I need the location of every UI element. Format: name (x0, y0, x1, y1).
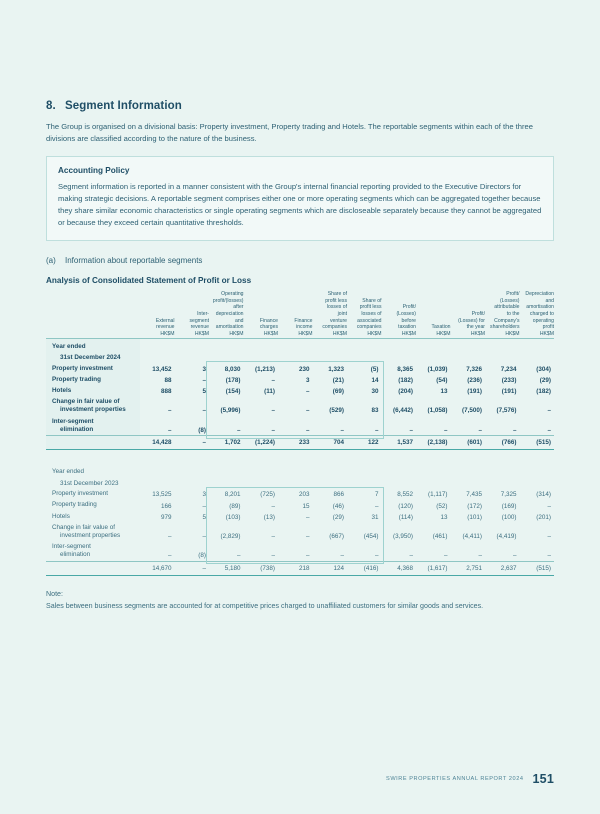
table-cell: 7 (374, 491, 379, 499)
accounting-policy-box (46, 156, 554, 241)
table-cell: (515) (520, 561, 555, 575)
table-cell: 5 (202, 388, 206, 396)
table-cell: 3 (305, 376, 310, 384)
row-label: Year ended (52, 468, 84, 476)
table-cell (278, 464, 313, 478)
table-cell (175, 464, 210, 478)
table-cell: 4,368 (382, 561, 417, 575)
table-cell: – (305, 407, 310, 415)
table-cell (209, 338, 244, 352)
table-cell: 166 (160, 502, 172, 510)
table-cell: – (409, 552, 413, 560)
table-cell: (2,138) (416, 436, 451, 450)
table-cell: (8) (198, 426, 206, 434)
row-label: Property trading (52, 501, 97, 509)
table-cell: 3 (202, 365, 206, 373)
column-header: Finance charges HK$M (259, 317, 278, 338)
footer-page-number: 151 (532, 772, 554, 786)
table-cell (416, 338, 451, 352)
table-cell (416, 464, 451, 478)
table-cell (140, 464, 175, 478)
table-cell: 2,637 (485, 561, 520, 575)
table-cell: (1,058) (427, 407, 448, 415)
table-cell: – (271, 376, 275, 384)
table-cell (347, 464, 382, 478)
table-cell: – (271, 533, 275, 541)
table-cell: (233) (501, 376, 517, 384)
table-cell: – (236, 552, 241, 560)
row-label: Change in fair value of investment properties (46, 397, 140, 416)
table-cell: 8,201 (224, 491, 241, 499)
row-label: Hotels (52, 512, 70, 520)
table-cell: (2,829) (220, 533, 241, 541)
table-cell: – (271, 502, 275, 510)
table-cell (485, 478, 520, 489)
table-cell: (7,500) (462, 407, 482, 415)
table-cell: (6,442) (393, 407, 413, 415)
column-header: Finance income HK$M (294, 317, 313, 338)
table-cell: – (443, 552, 448, 560)
table-cell: – (374, 502, 379, 510)
column-header: Profit/ (Losses) before taxation HK$M (396, 304, 416, 338)
table-cell: (7,576) (496, 407, 517, 415)
table-cell: (21) (332, 376, 344, 384)
table-cell: (454) (363, 533, 379, 541)
row-label: Property investment (52, 490, 108, 498)
footnote-text: Sales between business segments are accounted for at competitive prices charged to unaffiliated customers for similar goods and services. (46, 602, 484, 611)
table-cell: (29) (539, 376, 551, 384)
section-heading-row (46, 338, 554, 352)
table-cell: (601) (451, 436, 486, 450)
table-cell: 8,365 (397, 365, 413, 373)
table-cell (382, 338, 417, 352)
table-cell (451, 352, 486, 363)
table-cell: (1,039) (427, 365, 448, 373)
table-cell: – (409, 426, 413, 434)
table-cell: – (202, 407, 206, 415)
table-cell (382, 464, 417, 478)
table-cell: – (202, 502, 206, 510)
table-cell: – (512, 552, 517, 560)
column-header: Profit/ (Losses) for the year HK$M (458, 310, 485, 338)
table-cell: 13,525 (152, 491, 172, 499)
table-cell: 7,325 (500, 491, 517, 499)
table-cell: – (305, 552, 310, 560)
table-cell (451, 338, 486, 352)
column-header: Inter- segment revenue HK$M (189, 310, 209, 338)
table-cell (485, 352, 520, 363)
table-cell: – (547, 552, 551, 560)
table-cell: (100) (501, 513, 517, 521)
table-cell (140, 352, 175, 363)
table-cell: 31 (371, 513, 379, 521)
table-cell: (13) (263, 513, 275, 521)
row-label: Inter-segment elimination (52, 543, 91, 559)
segment-table-wrapper (46, 291, 554, 576)
table-cell (520, 478, 555, 489)
table-cell: – (478, 552, 482, 560)
table-cell: – (236, 426, 241, 434)
table-cell: 13 (440, 388, 448, 396)
table-cell (347, 338, 382, 352)
table-cell: – (305, 426, 310, 434)
table-cell: (29) (332, 513, 344, 521)
table-cell: (1,117) (428, 491, 448, 499)
table-cell (416, 352, 451, 363)
table-cell: (169) (501, 502, 517, 510)
table-cell: 218 (278, 561, 313, 575)
table-cell: 7,435 (466, 491, 482, 499)
table-cell: 1,702 (209, 436, 244, 450)
table-cell: (738) (244, 561, 279, 575)
row-label: 31st December 2024 (46, 352, 140, 363)
table-cell: (8) (198, 552, 206, 560)
table-cell: (172) (467, 502, 482, 510)
table-cell: (667) (329, 533, 344, 541)
table-row (46, 386, 554, 397)
accounting-policy-title: Accounting Policy (58, 165, 130, 175)
table-cell (175, 352, 210, 363)
table-cell: (69) (332, 388, 344, 396)
table-cell (209, 352, 244, 363)
table-total-row (46, 561, 554, 575)
table-cell: – (340, 552, 344, 560)
table-cell: 124 (313, 561, 348, 575)
table-cell: (101) (467, 513, 482, 521)
table-cell (278, 478, 313, 489)
table-row (46, 489, 554, 500)
column-header: Share of profit less losses of associated companies HK$M (356, 297, 382, 338)
table-cell (347, 352, 382, 363)
table-cell: (52) (436, 502, 448, 510)
table-cell: – (167, 552, 172, 560)
section-heading-row (46, 352, 554, 363)
table-cell: (529) (329, 407, 344, 415)
table-cell: 7,234 (500, 365, 517, 373)
table-cell: 13,452 (152, 365, 172, 373)
table-cell (416, 478, 451, 489)
table-cell (520, 338, 555, 352)
intro-paragraph: The Group is organised on a divisional basis: Property investment, Property trading and Hotels. The reportable segments within each of the three divisions are classified according to the nature of the business. (46, 122, 533, 144)
table-cell: 1,537 (382, 436, 417, 450)
table-cell: 866 (333, 491, 344, 499)
table-cell: – (271, 552, 275, 560)
table-cell: – (374, 552, 379, 560)
column-header: Operating profit/(losses) after depreciation and amortisation HK$M (212, 290, 244, 338)
row-label: Property trading (46, 374, 140, 385)
table-cell: – (305, 388, 310, 396)
table-cell: – (167, 407, 172, 415)
table-cell (244, 352, 279, 363)
table-cell: – (547, 502, 551, 510)
table-cell: 230 (298, 365, 310, 373)
table-cell: (178) (225, 376, 241, 384)
subsection-label: Information about reportable segments (65, 255, 203, 265)
table-cell: 979 (160, 513, 172, 521)
column-header: Taxation HK$M (431, 324, 451, 338)
row-label: 31st December 2023 (60, 479, 119, 487)
table-total-underline (46, 575, 554, 576)
table-cell: – (167, 426, 172, 434)
table-spacer (46, 450, 554, 464)
table-cell: 14 (371, 376, 379, 384)
row-label: Property investment (46, 363, 140, 374)
footnote-block (46, 589, 554, 613)
table-cell: (236) (467, 376, 482, 384)
table-cell: (191) (467, 388, 482, 396)
table-cell (382, 352, 417, 363)
table-cell: (103) (225, 513, 241, 521)
table-cell: 704 (313, 436, 348, 450)
table-cell (451, 464, 486, 478)
table-cell (313, 338, 348, 352)
table-cell: 1,323 (328, 365, 344, 373)
accounting-policy-body: Segment information is reported in a manner consistent with the Group's internal financial reporting provided to the Executive Directors for making strategic decisions. A reportable segment comprises either one or more operating segments which can be aggregated together because they share similar economic characteristics or single operating segments which are discloseable separately because they cannot be aggregated or because they exceed certain quantitative thresholds. (58, 181, 542, 228)
table-cell (278, 352, 313, 363)
row-label (46, 561, 140, 575)
table-row (46, 542, 554, 562)
page-footer (386, 772, 554, 786)
table-row (46, 363, 554, 374)
table-row (46, 511, 554, 522)
table-cell (175, 338, 210, 352)
table-cell: (1,213) (255, 365, 275, 373)
table-row (46, 397, 554, 416)
table-cell: (201) (536, 513, 551, 521)
table-cell: (515) (520, 436, 555, 450)
table-cell: (204) (398, 388, 413, 396)
table-cell (520, 464, 555, 478)
table-cell: 122 (347, 436, 382, 450)
table-cell: – (512, 426, 517, 434)
table-cell (520, 352, 555, 363)
table-cell: 203 (298, 491, 310, 499)
table-cell: (461) (432, 533, 448, 541)
table-cell (347, 478, 382, 489)
table-cell: – (305, 533, 310, 541)
table-cell: 13 (440, 513, 448, 521)
table-cell: – (202, 376, 206, 384)
table-cell: (191) (501, 388, 517, 396)
table-cell: (89) (229, 502, 241, 510)
table-cell: 30 (371, 388, 379, 396)
table-cell (209, 464, 244, 478)
table-cell: – (547, 533, 551, 541)
table-cell (382, 478, 417, 489)
table-cell: 88 (164, 376, 172, 384)
footer-report-name: SWIRE PROPERTIES ANNUAL REPORT 2024 (386, 776, 524, 782)
note-number: 8. (46, 100, 56, 112)
page-title (46, 100, 554, 112)
table-row (46, 416, 554, 436)
table-cell: – (478, 426, 482, 434)
page-content (46, 100, 554, 613)
table-cell: (5,996) (220, 407, 241, 415)
footnote-label: Note: (46, 589, 63, 598)
table-cell: 7,326 (466, 365, 482, 373)
table-cell: (5) (370, 365, 379, 373)
table-cell: – (167, 533, 172, 541)
table-cell: (4,411) (462, 533, 482, 541)
table-cell (313, 352, 348, 363)
table-cell: 2,751 (451, 561, 486, 575)
column-header: Share of profit less losses of joint venture companies HK$M (322, 290, 347, 338)
table-cell: – (547, 407, 551, 415)
section-heading-row (46, 478, 554, 489)
table-cell: (182) (536, 388, 551, 396)
table-cell (175, 478, 210, 489)
table-header-row (46, 291, 554, 338)
table-cell: 5,180 (209, 561, 244, 575)
table-cell: – (175, 561, 210, 575)
table-cell: – (305, 513, 310, 521)
table-cell: 8,030 (224, 365, 241, 373)
subsection-heading (46, 256, 554, 265)
table-cell: (46) (332, 502, 344, 510)
table-cell: (3,950) (393, 533, 413, 541)
analysis-title: Analysis of Consolidated Statement of Profit or Loss (46, 275, 252, 285)
table-cell: (4,419) (496, 533, 517, 541)
table-cell: (1,224) (244, 436, 279, 450)
table-cell: (304) (536, 365, 551, 373)
table-cell (140, 478, 175, 489)
table-cell: – (374, 426, 379, 434)
table-cell: 83 (371, 407, 379, 415)
table-cell: (766) (485, 436, 520, 450)
table-cell: 888 (160, 388, 172, 396)
table-cell (244, 478, 279, 489)
row-label: Year ended (46, 338, 140, 352)
table-cell: (154) (225, 388, 241, 396)
subsection-letter: (a) (46, 255, 56, 265)
table-cell: – (547, 426, 551, 434)
table-cell (244, 338, 279, 352)
table-cell: 233 (278, 436, 313, 450)
table-total-row (46, 436, 554, 450)
table-cell (451, 478, 486, 489)
table-cell (209, 478, 244, 489)
table-cell: (416) (347, 561, 382, 575)
row-label: Hotels (46, 386, 140, 397)
table-cell (313, 478, 348, 489)
row-label: Inter-segment elimination (46, 416, 140, 436)
table-cell (244, 464, 279, 478)
table-cell: (114) (398, 513, 413, 521)
table-cell (278, 338, 313, 352)
table-cell: (182) (398, 376, 413, 384)
table-cell: – (175, 436, 210, 450)
table-cell: 14,670 (140, 561, 175, 575)
table-cell: – (443, 426, 448, 434)
row-label: Change in fair value of investment properties (52, 523, 121, 539)
note-title: Segment Information (65, 100, 182, 112)
column-header: Depreciation and amortisation charged to operating profit HK$M (525, 290, 554, 338)
segment-table (46, 291, 554, 576)
table-cell: 14,428 (140, 436, 175, 450)
table-cell: – (202, 533, 206, 541)
table-row (46, 500, 554, 511)
table-cell (313, 464, 348, 478)
table-cell: (725) (260, 491, 275, 499)
table-cell: (314) (536, 491, 551, 499)
table-cell: – (271, 407, 275, 415)
table-row (46, 522, 554, 541)
table-cell: – (271, 426, 275, 434)
table-cell (140, 338, 175, 352)
table-header-corner (46, 291, 140, 338)
table-cell: (120) (398, 502, 413, 510)
table-cell (485, 338, 520, 352)
row-label (46, 436, 140, 450)
table-cell: (54) (436, 376, 448, 384)
table-row (46, 374, 554, 385)
table-cell: 15 (302, 502, 310, 510)
table-cell: (11) (264, 388, 275, 396)
table-cell: (1,617) (416, 561, 451, 575)
table-cell: 8,552 (397, 491, 413, 499)
column-header: Profit/ (Losses) attributable to the Company's shareholders HK$M (490, 290, 520, 338)
table-cell: 3 (202, 491, 206, 499)
column-header: External revenue HK$M (155, 317, 175, 338)
table-cell (485, 464, 520, 478)
table-cell: – (340, 426, 344, 434)
table-cell: 5 (202, 513, 206, 521)
section-heading-row (46, 464, 554, 478)
